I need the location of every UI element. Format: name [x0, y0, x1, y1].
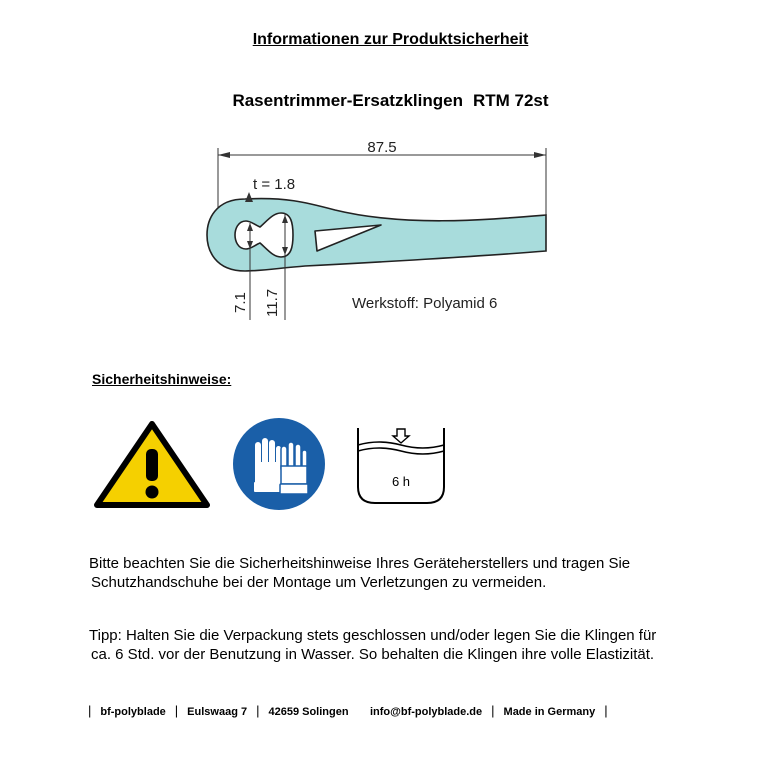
product-name: Rasentrimmer-Ersatzklingen — [232, 91, 463, 110]
gloves-icon — [231, 416, 327, 512]
tip-text: Tipp: Halten Sie die Verpackung stets geschlossen und/oder legen Sie die Klingen für ca. 6 Std. vor der Benutzung in Wasser. So behalten die Klingen ihre volle Elastizität. — [89, 627, 657, 663]
soak-in-water-icon — [355, 425, 447, 507]
large-hole-label: 11.7 — [264, 288, 281, 317]
instruction-text: Bitte beachten Sie die Sicherheitshinweise Ihres Geräteherstellers und tragen Sie Schutzhandschuhe bei der Montage um Verletzungen zu vermeiden. — [89, 555, 631, 591]
footer-contact-bar: | bf-polyblade | Eulswaag 7 | 42659 Solingen info@bf-polyblade.de | Made in Germany | — [88, 703, 608, 718]
soak-duration-label: 6 h — [391, 474, 411, 489]
footer-email[interactable]: info@bf-polyblade.de — [369, 706, 483, 718]
footer-origin: Made in Germany — [503, 706, 596, 718]
product-title — [0, 91, 781, 111]
warning-icon — [94, 421, 210, 508]
product-model: RTM 72st — [472, 91, 549, 110]
length-label: 87.5 — [367, 139, 397, 156]
safety-heading: Sicherheitshinweise: — [92, 371, 232, 387]
material-label: Werkstoff: Polyamid 6 — [352, 295, 498, 312]
footer-street: Eulswaag 7 — [187, 706, 248, 718]
footer-company: bf-polyblade — [100, 706, 166, 718]
small-hole-label: 7.1 — [232, 292, 249, 313]
thickness-label: t = 1.8 — [253, 176, 296, 193]
blade-technical-drawing — [205, 135, 565, 335]
page-title: Informationen zur Produktsicherheit — [252, 31, 529, 48]
footer-city: 42659 Solingen — [268, 706, 349, 718]
